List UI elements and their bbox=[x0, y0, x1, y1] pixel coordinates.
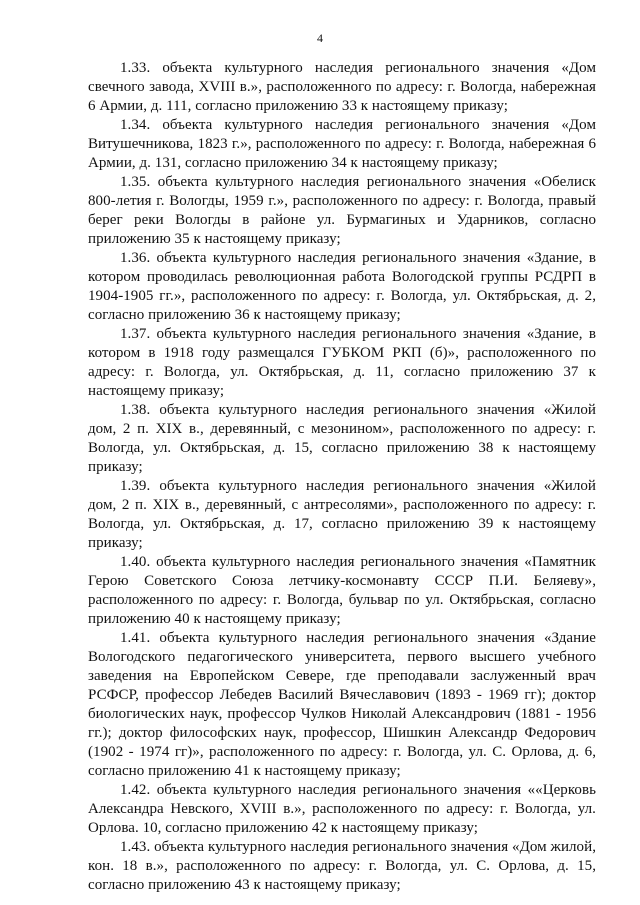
paragraph-1-43: 1.43. объекта культурного наследия регионального значения «Дом жилой, кон. 18 в.», расположенного по адресу: г. Вологда, ул. С. Орлова, д. 15, согласно приложению 43 к настоящему приказу; bbox=[88, 839, 596, 893]
document-body bbox=[88, 59, 596, 895]
paragraph-1-34: 1.34. объекта культурного наследия регионального значения «Дом Витушечникова, 1823 г.», расположенного по адресу: г. Вологда, набережная 6 Армии, д. 131, согласно приложению 34 к настоящему приказу; bbox=[88, 117, 596, 171]
paragraph-1-38: 1.38. объекта культурного наследия регионального значения «Жилой дом, 2 п. XIX в., деревянный, с мезонином», расположенного по адресу: г. Вологда, ул. Октябрьская, д. 15, согласно приложению 38 к настоящему приказу; bbox=[88, 402, 596, 475]
paragraph-1-42: 1.42. объекта культурного наследия регионального значения ««Церковь Александра Невского, XVIII в.», расположенного по адресу: г. Вологда, ул. Орлова. 10, согласно приложению 42 к настоящему приказу; bbox=[88, 782, 596, 836]
paragraph-1-40: 1.40. объекта культурного наследия регионального значения «Памятник Герою Советского Союза летчику-космонавту СССР П.И. Беляеву», расположенного по адресу: г. Вологда, бульвар по ул. Октябрьская, согласно приложению 40 к настоящему приказу; bbox=[88, 554, 596, 627]
paragraph-1-39: 1.39. объекта культурного наследия регионального значения «Жилой дом, 2 п. XIX в., деревянный, с антресолями», расположенного по адресу: г. Вологда, ул. Октябрьская, д. 17, согласно приложению 39 к настоящему приказу; bbox=[88, 478, 596, 551]
paragraph-1-41: 1.41. объекта культурного наследия регионального значения «Здание Вологодского педагогического университета, первого высшего учебного заведения на Европейском Севере, где преподавали заслуженный врач РСФСР, профессор Лебедев Василий Вячеславович (1893 - 1969 гг); доктор биологических наук, профессор Чулков Николай Александрович (1881 - 1956 гг.); доктор философских наук, профессор, Шишкин Александр Федорович (1902 - 1974 гг)», расположенного по адресу: г. Вологда, ул. С. Орлова, д. 6, согласно приложению 41 к настоящему приказу; bbox=[88, 630, 596, 779]
paragraph-1-37: 1.37. объекта культурного наследия регионального значения «Здание, в котором в 1918 году размещался ГУБКОМ РКП (б)», расположенного по адресу: г. Вологда, ул. Октябрьская, д. 11, согласно приложению 37 к настоящему приказу; bbox=[88, 326, 596, 399]
page-number: 4 bbox=[317, 31, 323, 45]
paragraph-1-35: 1.35. объекта культурного наследия регионального значения «Обелиск 800-летия г. Вологды, 1959 г.», расположенного по адресу: г. Вологда, правый берег реки Вологды в районе ул. Бурмагиных и Ударников, согласно приложению 35 к настоящему приказу; bbox=[88, 174, 596, 247]
paragraph-1-36: 1.36. объекта культурного наследия регионального значения «Здание, в котором проводилась революционная работа Вологодской группы РСДРП в 1904-1905 гг.», расположенного по адресу: г. Вологда, ул. Октябрьская, д. 2, согласно приложению 36 к настоящему приказу; bbox=[88, 250, 596, 323]
paragraph-1-33: 1.33. объекта культурного наследия регионального значения «Дом свечного завода, XVIII в.», расположенного по адресу: г. Вологда, набережная 6 Армии, д. 111, согласно приложению 33 к настоящему приказу; bbox=[88, 60, 596, 114]
